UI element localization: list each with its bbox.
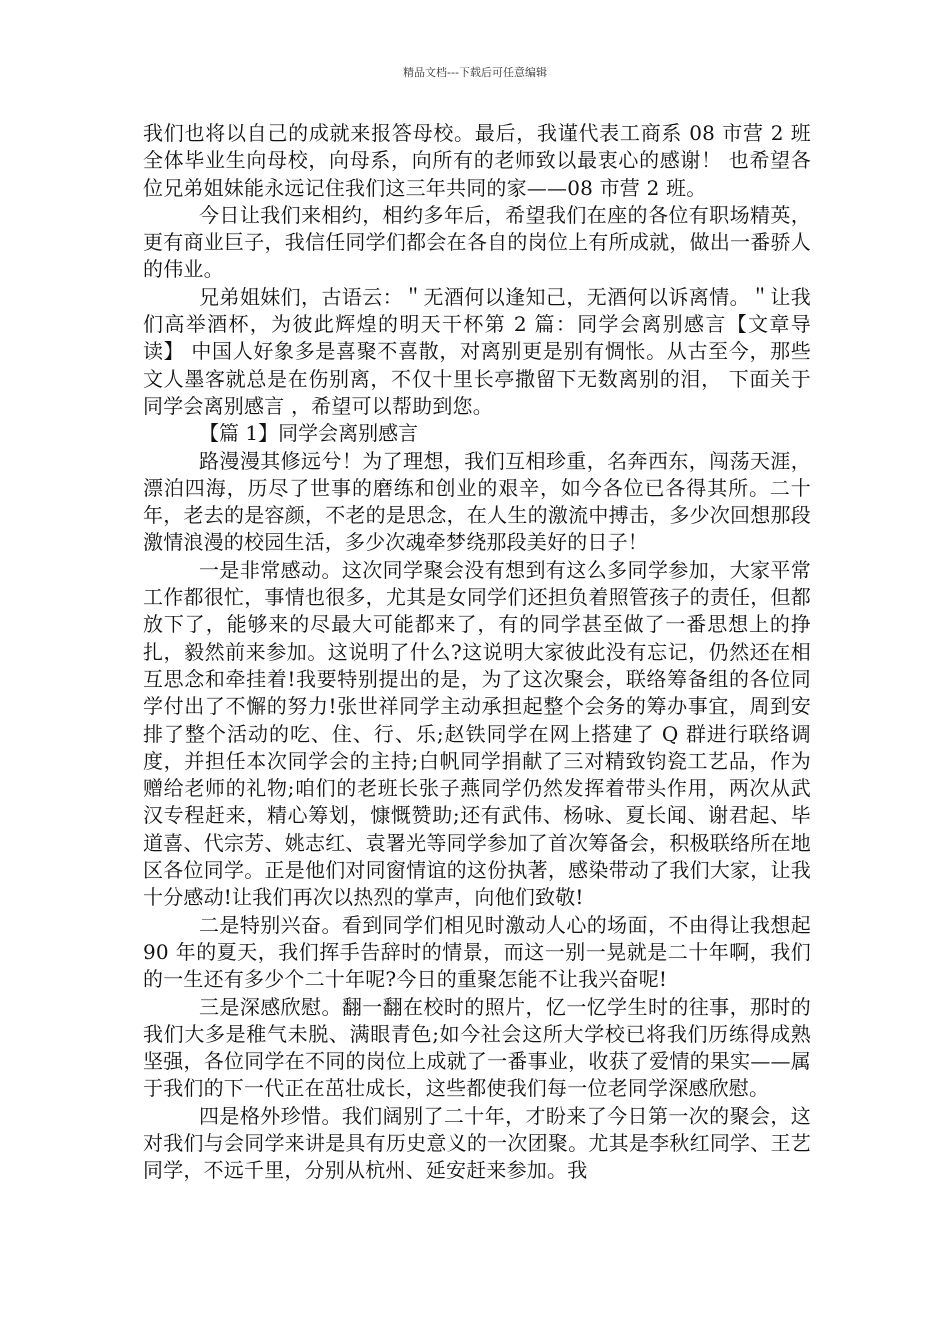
section-heading: 【篇 1】同学会离别感言 <box>199 421 419 446</box>
paragraph-opening: 路漫漫其修远兮！为了理想，我们互相珍重，名奔西东，闯荡天涯，漂泊四海，历尽了世事的磨练和创业的艰辛，如今各位已各得其所。二十年，老去的是容颜，不老的是思念，在人生的激流中搏击，多少次回想那段激情浪漫的校园生活，多少次魂牵梦绕那段美好的日子！ <box>143 448 811 555</box>
paragraph-point-three: 三是深感欣慰。翻一翻在校时的照片，忆一忆学生时的往事，那时的我们大多是稚气未脱、满眼青色;如今社会这所大学校已将我们历练得成熟坚强，各位同学在不同的岗位上成就了一番事业，收获了爱情的果实——属于我们的下一代正在茁壮成长，这些都使我们每一位老同学深感欣慰。 <box>143 994 811 1101</box>
document-body <box>143 120 811 1185</box>
paragraph-point-four: 四是格外珍惜。我们阔别了二十年，才盼来了今日第一次的聚会，这对我们与会同学来讲是具有历史意义的一次团聚。尤其是李秋红同学、王艺同学，不远千里，分别从杭州、延安赶来参加。我 <box>143 1103 811 1183</box>
paragraph-point-two: 二是特别兴奋。看到同学们相见时激动人心的场面，不由得让我想起 90 年的夏天，我们挥手告辞时的情景，而这一别一晃就是二十年啊，我们的一生还有多少个二十年呢?今日的重聚怎能不让我兴奋呢! <box>143 912 811 992</box>
page-header: 精品文档---下载后可任意编辑 <box>403 66 547 79</box>
paragraph-point-one: 一是非常感动。这次同学聚会没有想到有这么多同学参加，大家平常工作都很忙，事情也很多，尤其是女同学们还担负着照管孩子的责任，但都放下了，能够来的尽最大可能都来了，有的同学甚至做了一番思想上的挣扎，毅然前来参加。这说明了什么?这说明大家彼此没有忘记，仍然还在相互思念和牵挂着!我要特别提出的是，为了这次聚会，联络筹备组的各位同学付出了不懈的努力!张世祥同学主动承担起整个会务的筹办事宜，周到安排了整个活动的吃、住、行、乐;赵铁同学在网上搭建了 Q 群进行联络调度，并担任本次同学会的主持;白帆同学捐献了三对精致钧瓷工艺品，作为赠给老师的礼物;咱们的老班长张子燕同学仍然发挥着带头作用，两次从武汉专程赶来，精心筹划，慷慨赞助;还有武伟、杨咏、夏长闻、谢君起、毕道喜、代宗芳、姚志红、袁署光等同学参加了首次筹备会，积极联络所在地区各位同学。正是他们对同窗情谊的这份执著，感染带动了我们大家，让我十分感动!让我们再次以热烈的掌声，向他们致敬! <box>143 557 811 910</box>
paragraph-closing-thanks: 我们也将以自己的成就来报答母校。最后，我谨代表工商系 08 市营 2 班全体毕业生向母校，向母系，向所有的老师致以最衷心的感谢！ 也希望各位兄弟姐妹能永远记住我们这三年共同的家——08 市营 2 班。 <box>143 121 811 200</box>
paragraph-future-wish: 今日让我们来相约，相约多年后，希望我们在座的各位有职场精英，更有商业巨子，我信任同学们都会在各自的岗位上有所成就，做出一番骄人的伟业。 <box>143 202 811 282</box>
paragraph-toast-intro: 兄弟姐妹们，古语云：＂无酒何以逢知己，无酒何以诉离情。＂让我们高举酒杯，为彼此辉煌的明天干杯第 2 篇：同学会离别感言【文章导读】 中国人好象多是喜聚不喜散，对离别更是别有惆怅。从古至今，那些文人墨客就总是在伤别离，不仅十里长亭撒留下无数离别的泪， 下面关于同学会离别感言 ，希望可以帮助到您。 <box>143 284 811 418</box>
